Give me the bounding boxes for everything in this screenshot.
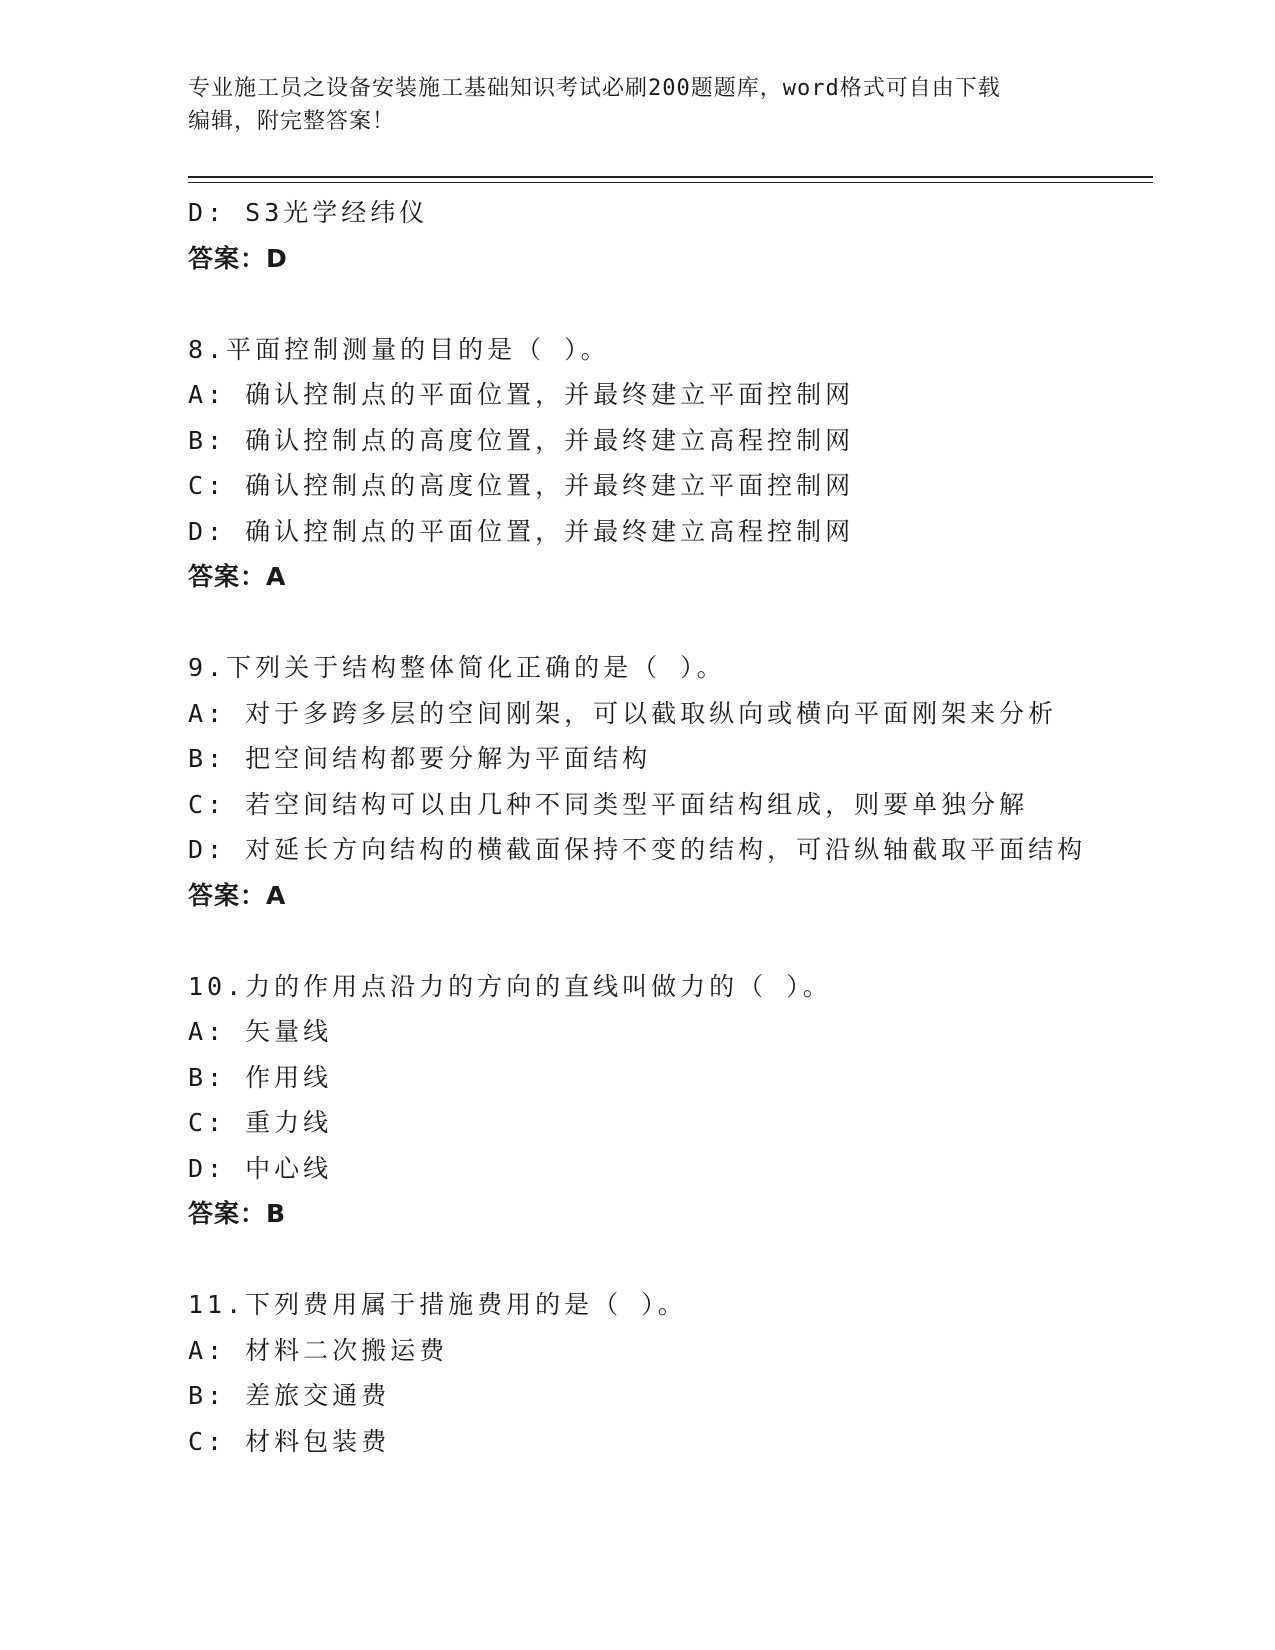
spacer (188, 1237, 1148, 1283)
q9-question: 9.下列关于结构整体简化正确的是（ ）。 (188, 653, 726, 682)
q8-option-d: D: 确认控制点的平面位置，并最终建立高程控制网 (188, 516, 855, 546)
document-header (188, 72, 1088, 138)
header-divider-thick (188, 176, 1153, 178)
q10-option-a: A: 矢量线 (188, 1017, 333, 1046)
q10-answer: 答案：B (188, 1199, 287, 1228)
q10-option-b: B: 作用线 (188, 1062, 333, 1092)
q11-question: 11.下列费用属于措施费用的是（ ）。 (188, 1290, 687, 1319)
q8-question: 8.平面控制测量的目的是（ ）。 (188, 334, 610, 364)
q11-option-a: A: 材料二次搬运费 (188, 1335, 449, 1365)
q8-option-b: B: 确认控制点的高度位置，并最终建立高程控制网 (188, 425, 855, 455)
q7-option-d: D: S3光学经纬仪 (188, 198, 429, 227)
q8-option-c: C: 确认控制点的高度位置，并最终建立平面控制网 (188, 471, 855, 500)
q8-answer: 答案：A (188, 562, 287, 591)
q9-answer: 答案：A (188, 880, 287, 910)
q7-answer: 答案：D (188, 243, 288, 273)
q9-option-b: B: 把空间结构都要分解为平面结构 (188, 744, 652, 773)
header-divider-thin (188, 182, 1153, 183)
q9-option-a: A: 对于多跨多层的空间刚架，可以截取纵向或横向平面刚架来分析 (188, 698, 1058, 728)
q11-option-b: B: 差旅交通费 (188, 1381, 391, 1410)
q11-option-c: C: 材料包装费 (188, 1426, 391, 1456)
q10-option-d: D: 中心线 (188, 1153, 333, 1183)
spacer (188, 281, 1148, 327)
question-content (188, 190, 1148, 1464)
q10-question: 10.力的作用点沿力的方向的直线叫做力的（ ）。 (188, 971, 832, 1001)
q9-option-c: C: 若空间结构可以由几种不同类型平面结构组成，则要单独分解 (188, 789, 1029, 819)
spacer (188, 918, 1148, 964)
header-line-1: 专业施工员之设备安装施工基础知识考试必刷200题题库，word格式可自由下载 (188, 76, 1001, 101)
q9-option-d: D: 对延长方向结构的横截面保持不变的结构，可沿纵轴截取平面结构 (188, 835, 1087, 864)
q10-option-c: C: 重力线 (188, 1108, 333, 1137)
spacer (188, 600, 1148, 646)
header-line-2: 编辑，附完整答案！ (188, 109, 396, 134)
q8-option-a: A: 确认控制点的平面位置，并最终建立平面控制网 (188, 380, 855, 409)
